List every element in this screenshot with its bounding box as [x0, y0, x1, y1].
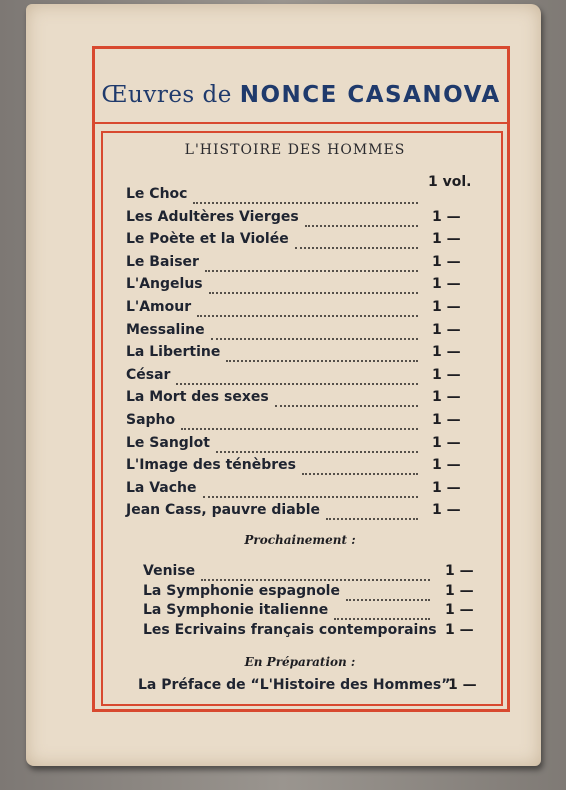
work-title: La Libertine — [126, 344, 221, 361]
dot-leader — [226, 346, 418, 362]
list-item — [0, 480, 566, 502]
work-title: La Mort des sexes — [126, 389, 269, 406]
list-item — [0, 502, 566, 524]
work-title: Le Baiser — [126, 253, 199, 270]
volume-count: 1 — — [432, 231, 461, 248]
work-title: L'Angelus — [126, 276, 203, 293]
list-item — [0, 276, 566, 298]
volume-header: 1 vol. — [428, 174, 472, 190]
dot-leader — [326, 504, 418, 520]
work-title: César — [126, 366, 171, 383]
volume-count: 1 — — [432, 344, 461, 361]
dot-leader — [209, 278, 418, 294]
header-title — [95, 70, 507, 120]
work-title: La Vache — [126, 479, 197, 496]
list-item — [0, 209, 566, 231]
dot-leader — [346, 585, 430, 601]
volume-count: 1 — — [432, 389, 461, 406]
work-title: La Symphonie italienne — [143, 602, 329, 618]
dot-leader — [203, 482, 418, 498]
work-title: Venise — [143, 563, 196, 579]
work-title: Le Poète et la Violée — [126, 231, 289, 248]
dot-leader — [193, 188, 418, 204]
list-item — [0, 186, 566, 208]
preparation-heading: En Préparation : — [244, 655, 356, 669]
dot-leader — [201, 565, 430, 581]
volume-count: 1 — — [432, 412, 461, 428]
section-title: L'HISTOIRE DES HOMMES — [184, 142, 406, 158]
list-item — [0, 367, 566, 389]
preface-volume-count: 1 — — [448, 677, 477, 693]
work-title: Sapho — [126, 412, 176, 428]
volume-count: 1 — — [432, 502, 461, 519]
volume-count: 1 — — [445, 563, 474, 579]
header-author: NONCE CASANOVA — [239, 82, 501, 108]
header-divider — [95, 122, 507, 124]
prochainement-heading: Prochainement : — [244, 533, 356, 547]
volume-count: 1 — — [432, 253, 461, 270]
list-item — [0, 622, 566, 644]
volume-count: 1 — — [432, 299, 461, 315]
dot-leader — [197, 301, 418, 317]
preface-title: La Préface de “L'Histoire des Hommes” — [138, 677, 451, 693]
work-title: Le Sanglot — [126, 434, 210, 451]
list-item — [0, 254, 566, 276]
list-item — [0, 412, 566, 434]
list-item — [0, 389, 566, 411]
dot-leader — [295, 233, 418, 249]
volume-count: 1 — — [445, 621, 474, 638]
dot-leader — [275, 391, 418, 407]
dot-leader — [216, 437, 418, 453]
dot-leader — [305, 211, 418, 227]
volume-count: 1 — — [432, 479, 461, 496]
work-title: L'Amour — [126, 299, 192, 315]
dot-leader — [211, 324, 418, 340]
work-title: L'Image des ténèbres — [126, 457, 296, 474]
dot-leader — [205, 256, 418, 272]
volume-count: 1 — — [432, 457, 461, 474]
list-item — [0, 231, 566, 253]
work-title: Jean Cass, pauvre diable — [126, 502, 320, 519]
volume-count: 1 — — [432, 276, 461, 293]
dot-leader — [176, 369, 418, 385]
work-title: Les Adultères Vierges — [126, 208, 299, 225]
list-item — [0, 299, 566, 321]
list-item — [0, 457, 566, 479]
work-title: Les Ecrivains français contemporains — [143, 621, 437, 638]
volume-count: 1 — — [432, 321, 461, 338]
volume-count: 1 — — [445, 602, 474, 618]
volume-count: 1 — — [445, 582, 474, 599]
header-oeuvres: Œuvres de — [101, 82, 232, 108]
list-item — [0, 322, 566, 344]
list-item — [0, 344, 566, 366]
work-title: La Symphonie espagnole — [143, 582, 340, 599]
list-item — [0, 435, 566, 457]
volume-count: 1 — — [432, 366, 461, 383]
volume-count: 1 — — [432, 434, 461, 451]
dot-leader — [334, 604, 430, 620]
dot-leader — [181, 414, 418, 430]
dot-leader — [302, 459, 418, 475]
work-title: Messaline — [126, 321, 205, 338]
work-title: Le Choc — [126, 186, 188, 202]
volume-count: 1 — — [432, 208, 461, 225]
